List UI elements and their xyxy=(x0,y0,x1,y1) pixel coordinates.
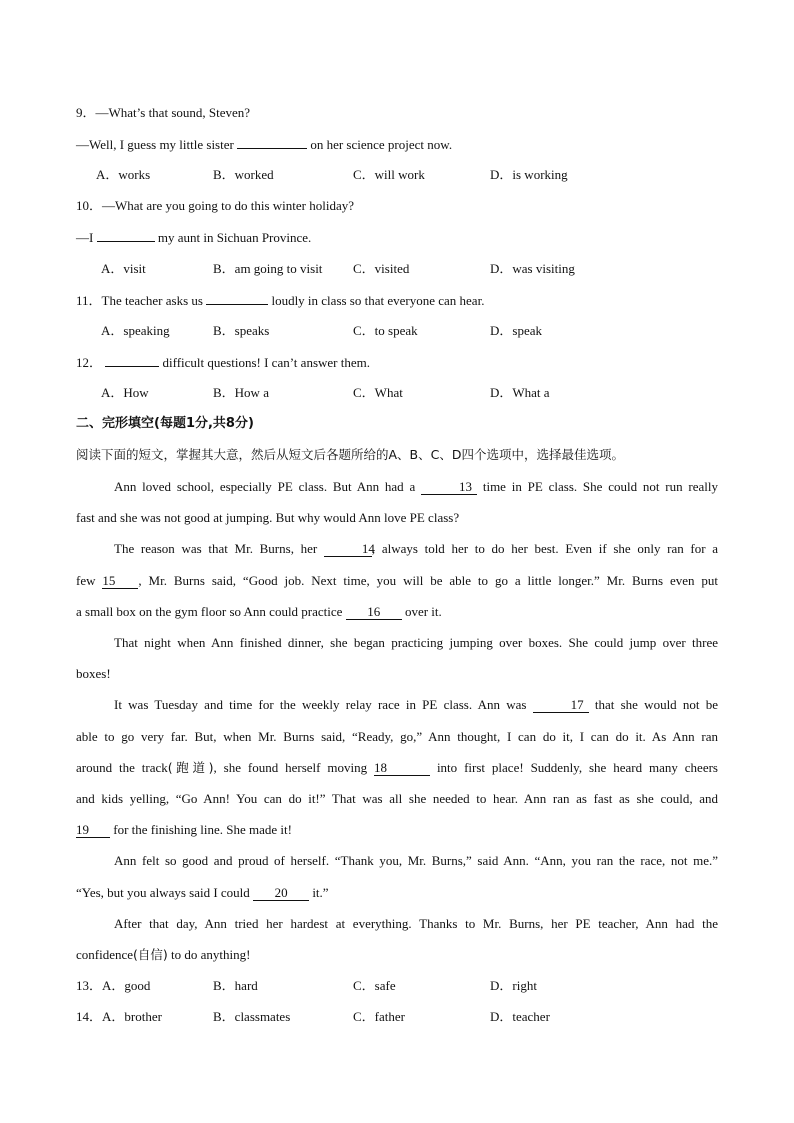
option-c: C．What xyxy=(353,385,403,400)
passage-line: and kids yelling, “Go Ann! You can do it!” That was all she needed to hear. Ann ran as fast as she could, and xyxy=(76,791,718,806)
passage-line xyxy=(76,696,718,714)
passage-text: “Yes, but you always said I could xyxy=(76,885,250,900)
cloze-blank-18: 18 xyxy=(374,761,430,776)
section-heading: 二、完形填空(每题1分,共8分) xyxy=(76,416,254,431)
question-10-text-before: —I xyxy=(76,230,94,245)
passage-text: a small box on the gym floor so Ann could practice xyxy=(76,604,343,619)
option-b: B．worked xyxy=(213,167,274,182)
question-9-text-before: —Well, I guess my little sister xyxy=(76,137,234,152)
passage-line xyxy=(76,884,718,902)
passage-text: Ann loved school, especially PE class. But Ann had a xyxy=(114,479,416,494)
passage-gloss: (跑道) xyxy=(167,760,214,775)
answer-blank xyxy=(206,291,268,305)
question-12-text-after: difficult questions! I can’t answer them. xyxy=(162,355,370,370)
question-9-text-after: on her science project now. xyxy=(310,137,453,152)
passage-line xyxy=(76,603,718,621)
question-10-text-after: my aunt in Sichuan Province. xyxy=(157,230,312,245)
option-d: D．right xyxy=(490,978,537,993)
passage-text: , Mr. Burns said, “Good job. Next time, you will be able to go a little longer.” Mr. Burns even put xyxy=(138,573,718,588)
option-c: C．visited xyxy=(353,261,410,276)
passage-text: time in PE class. She could not run really xyxy=(482,479,719,494)
option-a: 13．A．good xyxy=(76,978,151,993)
cloze-blank-17: 17 xyxy=(533,698,589,713)
question-10-dialogue xyxy=(76,228,311,247)
question-9-dialogue xyxy=(76,135,452,154)
cloze-blank-16: 16 xyxy=(346,605,402,620)
passage-text: to do anything! xyxy=(171,947,251,962)
option-b: B．hard xyxy=(213,978,258,993)
passage-gloss: (自信) xyxy=(133,947,168,962)
option-d: D．teacher xyxy=(490,1009,550,1024)
passage-text: It was Tuesday and time for the weekly relay race in PE class. Ann was xyxy=(114,697,527,712)
option-b: B．classmates xyxy=(213,1009,291,1024)
section-instruction: 阅读下面的短文，掌握其大意，然后从短文后各题所给的A、B、C、D四个选项中，选择最佳选项。 xyxy=(76,447,624,462)
passage-line xyxy=(76,759,718,777)
option-d: D．is working xyxy=(490,167,568,182)
passage-line: fast and she was not good at jumping. But why would Ann love PE class? xyxy=(76,510,460,525)
option-a: 14．A．brother xyxy=(76,1009,162,1024)
answer-blank xyxy=(105,353,159,367)
cloze-blank-13: 13 xyxy=(421,480,477,495)
question-12-number: 12． xyxy=(76,355,103,370)
option-c: C．will work xyxy=(353,167,425,182)
cloze-blank-19: 19 xyxy=(76,823,110,838)
option-a: A．visit xyxy=(101,261,146,276)
option-a: A．How xyxy=(101,385,149,400)
cloze-blank-15: 15 xyxy=(102,574,138,589)
question-9-stem: 9．—What’s that sound, Steven? xyxy=(76,105,251,120)
answer-blank xyxy=(237,135,307,149)
passage-line xyxy=(76,478,718,496)
option-b: B．am going to visit xyxy=(213,261,323,276)
option-b: B．speaks xyxy=(213,323,270,338)
passage-line: Ann felt so good and proud of herself. “Thank you, Mr. Burns,” said Ann. “Ann, you ran the race, not me.” xyxy=(114,853,718,868)
passage-text: it.” xyxy=(312,885,329,900)
passage-text: that she would not be xyxy=(594,697,719,712)
option-c: C．safe xyxy=(353,978,396,993)
question-11-text-before: 11．The teacher asks us xyxy=(76,293,203,308)
option-d: D．was visiting xyxy=(490,261,575,276)
passage-line: able to go very far. But, when Mr. Burns said, “Ready, go,” Ann thought, I can do it, I can do it. As Ann ran xyxy=(76,729,718,744)
passage-text: few xyxy=(76,573,96,588)
cloze-blank-14: 14 xyxy=(324,542,372,557)
passage-text: , always told her to do her best. Even if she only ran for a xyxy=(371,541,718,556)
option-b: B．How a xyxy=(213,385,269,400)
question-11-text-after: loudly in class so that everyone can hear. xyxy=(271,293,485,308)
passage-line xyxy=(76,540,718,558)
passage-line xyxy=(76,946,718,964)
option-c: C．to speak xyxy=(353,323,418,338)
question-10-stem: 10．—What are you going to do this winter holiday? xyxy=(76,198,355,213)
passage-text: , she found herself moving xyxy=(213,760,368,775)
passage-text: around the track xyxy=(76,760,168,775)
question-12-stem xyxy=(76,353,370,372)
passage-line xyxy=(76,821,718,839)
passage-line: After that day, Ann tried her hardest at everything. Thanks to Mr. Burns, her PE teacher, Ann had the xyxy=(114,916,718,931)
answer-blank xyxy=(97,228,155,242)
passage-text: for the finishing line. She made it! xyxy=(113,822,292,837)
option-a: A．speaking xyxy=(101,323,170,338)
option-a: A．works xyxy=(96,167,151,182)
cloze-blank-20: 20 xyxy=(253,886,309,901)
passage-text: The reason was that Mr. Burns, her xyxy=(114,541,318,556)
passage-text: over it. xyxy=(404,604,442,619)
passage-line: boxes! xyxy=(76,666,111,681)
passage-text: confidence xyxy=(76,947,134,962)
passage-line: That night when Ann finished dinner, she began practicing jumping over boxes. She could jump over three xyxy=(114,635,718,650)
option-d: D．What a xyxy=(490,385,550,400)
option-c: C．father xyxy=(353,1009,405,1024)
option-d: D．speak xyxy=(490,323,542,338)
passage-line xyxy=(76,572,718,590)
passage-text: into first place! Suddenly, she heard many cheers xyxy=(436,760,718,775)
question-11-stem xyxy=(76,291,484,310)
